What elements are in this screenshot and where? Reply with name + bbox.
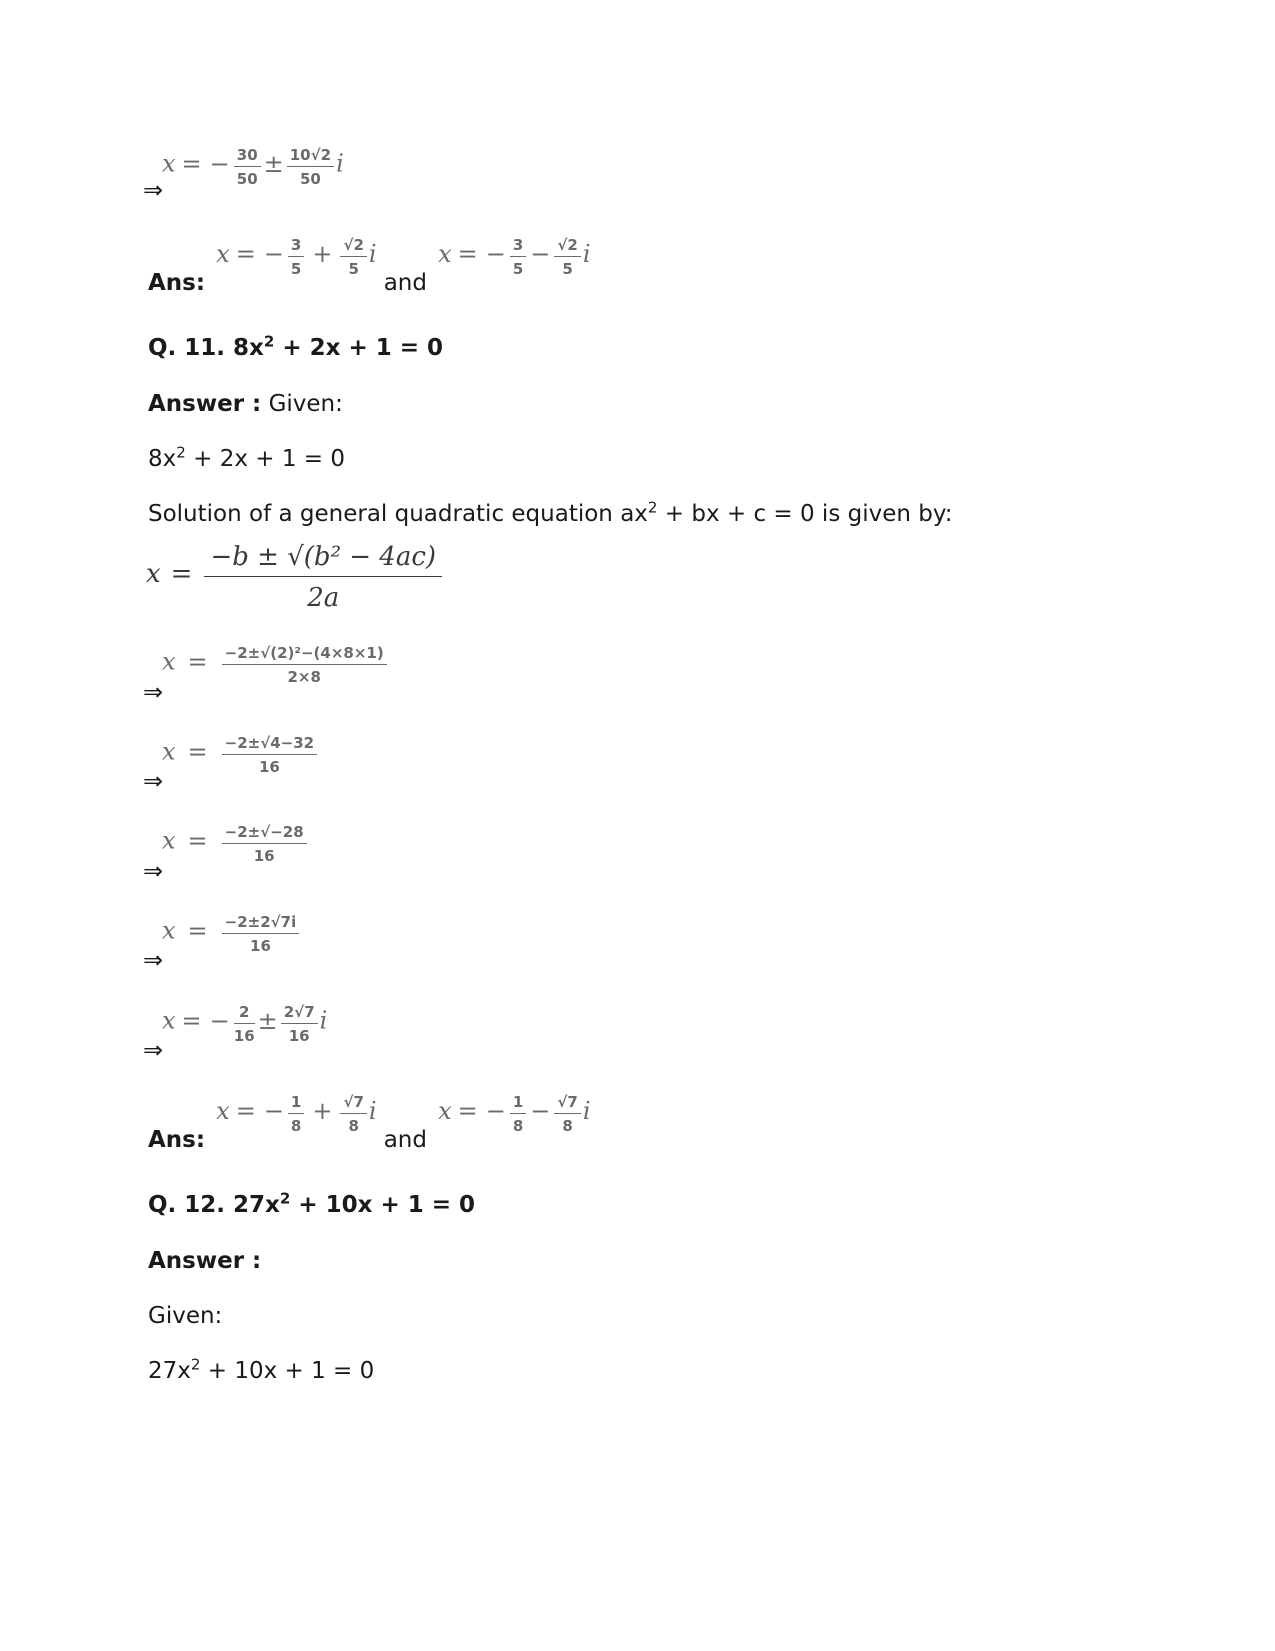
- numerator: −2±√(2)²−(4×8×1): [222, 644, 387, 665]
- fraction: [222, 823, 307, 865]
- implies-symbol: ⇒: [143, 678, 164, 706]
- minus-sign: −: [485, 239, 506, 268]
- numerator: −2±2√7i: [222, 913, 300, 934]
- fraction: [340, 236, 366, 278]
- fraction: [234, 146, 261, 188]
- equals-sign: =: [235, 1096, 256, 1125]
- fraction: [287, 146, 334, 188]
- minus-sign: −: [263, 1096, 284, 1125]
- equation-step: [162, 823, 309, 865]
- numerator: √2: [554, 236, 580, 257]
- ans-label: Ans:: [148, 1126, 206, 1153]
- numerator: 10√2: [287, 146, 334, 167]
- equation-step: [162, 644, 389, 686]
- fraction: [222, 734, 317, 776]
- imaginary-unit: i: [582, 1096, 591, 1125]
- denominator: 5: [348, 260, 359, 278]
- and-word: and: [383, 269, 427, 296]
- fraction: [554, 236, 580, 278]
- denominator: 16: [253, 847, 275, 865]
- minus-sign: −: [530, 239, 551, 268]
- exponent: 2: [190, 1355, 201, 1374]
- question-text: Q. 12. 27x: [148, 1192, 280, 1218]
- given-label: Given:: [148, 1303, 223, 1329]
- solution-text: Solution of a general quadratic equation ax: [148, 501, 648, 527]
- plus-minus-sign: ±: [257, 1006, 278, 1035]
- numerator: 2√7: [281, 1003, 318, 1024]
- fraction: [281, 1003, 318, 1045]
- var-x: x: [438, 239, 452, 268]
- denominator: 16: [258, 758, 280, 776]
- denominator: 5: [562, 260, 573, 278]
- denominator: 16: [233, 1027, 255, 1045]
- numerator: 2: [234, 1003, 255, 1024]
- denominator: 50: [236, 170, 258, 188]
- answer-root-2: [438, 1093, 591, 1135]
- imaginary-unit: i: [582, 239, 591, 268]
- equals-sign: =: [187, 737, 208, 766]
- answer-11-intro: [148, 389, 343, 419]
- numerator: −2±√−28: [222, 823, 307, 844]
- equation-text: 27x: [148, 1358, 191, 1384]
- answer-line: [148, 1093, 591, 1153]
- numerator: √7: [554, 1093, 580, 1114]
- var-x: x: [162, 916, 176, 945]
- answer-12-label: Answer :: [148, 1248, 262, 1274]
- question-12-heading: [148, 1190, 475, 1220]
- minus-sign: −: [209, 149, 230, 178]
- equals-sign: =: [457, 1096, 478, 1125]
- var-x: x: [162, 149, 176, 178]
- denominator: 2×8: [287, 668, 321, 686]
- answer-line: [148, 236, 591, 296]
- var-x: x: [216, 1096, 230, 1125]
- plus-sign: +: [312, 1096, 333, 1125]
- question-11-heading: [148, 333, 443, 363]
- implies-symbol: ⇒: [143, 1036, 164, 1064]
- numerator: √7: [340, 1093, 366, 1114]
- question-text: Q. 11. 8x: [148, 335, 264, 361]
- fraction: [222, 644, 387, 686]
- implies-symbol: ⇒: [143, 857, 164, 885]
- exponent: 2: [263, 332, 275, 351]
- fraction: [510, 236, 526, 278]
- numerator: 1: [288, 1093, 304, 1114]
- ans-label: Ans:: [148, 269, 206, 296]
- and-word: and: [383, 1126, 427, 1153]
- numerator: −b ± √(b² − 4ac): [204, 542, 442, 577]
- fraction: [288, 1093, 304, 1135]
- given-equation-12: [148, 1356, 374, 1386]
- equals-sign: =: [181, 149, 202, 178]
- equals-sign: =: [170, 559, 193, 589]
- numerator: 3: [288, 236, 304, 257]
- answer-root-1: [216, 236, 377, 278]
- plus-sign: +: [312, 239, 333, 268]
- implies-symbol: ⇒: [143, 176, 164, 204]
- equals-sign: =: [457, 239, 478, 268]
- equation-step: [162, 734, 319, 776]
- imaginary-unit: i: [336, 149, 344, 178]
- denominator: 5: [290, 260, 302, 278]
- equals-sign: =: [187, 916, 208, 945]
- var-x: x: [162, 1006, 176, 1035]
- equation-text: + 10x + 1 = 0: [200, 1358, 375, 1384]
- var-x: x: [146, 559, 161, 589]
- equals-sign: =: [187, 647, 208, 676]
- fraction: [288, 236, 304, 278]
- answer-label: Answer :: [148, 391, 262, 417]
- equation-text: + 2x + 1 = 0: [185, 446, 345, 472]
- plus-minus-sign: ±: [263, 149, 284, 178]
- equation-step: [162, 1003, 327, 1045]
- var-x: x: [162, 826, 176, 855]
- solution-text: + bx + c = 0 is given by:: [657, 501, 953, 527]
- fraction: [204, 542, 442, 613]
- equals-sign: =: [235, 239, 256, 268]
- denominator: 8: [348, 1117, 359, 1135]
- answer-root-2: [438, 236, 591, 278]
- exponent: 2: [176, 443, 186, 462]
- question-text: + 2x + 1 = 0: [274, 335, 444, 361]
- minus-sign: −: [263, 239, 284, 268]
- var-x: x: [162, 647, 176, 676]
- imaginary-unit: i: [368, 239, 377, 268]
- numerator: 30: [234, 146, 261, 167]
- solution-sentence: [148, 499, 953, 529]
- var-x: x: [162, 737, 176, 766]
- given-equation-11: [148, 444, 345, 474]
- exponent: 2: [279, 1189, 291, 1208]
- denominator: 16: [250, 937, 271, 955]
- numerator: 3: [510, 236, 526, 257]
- denominator: 2a: [307, 583, 340, 613]
- denominator: 8: [290, 1117, 302, 1135]
- quadratic-formula: [146, 542, 444, 613]
- numerator: √2: [340, 236, 366, 257]
- denominator: 50: [299, 170, 321, 188]
- denominator: 8: [562, 1117, 573, 1135]
- fraction: [222, 913, 300, 955]
- equation-text: 8x: [148, 446, 177, 472]
- answer-text: Given:: [261, 391, 343, 417]
- equation-step: [162, 146, 344, 188]
- imaginary-unit: i: [368, 1096, 377, 1125]
- denominator: 16: [288, 1027, 310, 1045]
- minus-sign: −: [530, 1096, 551, 1125]
- implies-symbol: ⇒: [143, 767, 164, 795]
- equals-sign: =: [181, 1006, 202, 1035]
- var-x: x: [438, 1096, 452, 1125]
- equation-step: [162, 913, 301, 955]
- exponent: 2: [647, 498, 658, 517]
- equals-sign: =: [187, 826, 208, 855]
- minus-sign: −: [209, 1006, 230, 1035]
- minus-sign: −: [485, 1096, 506, 1125]
- answer-root-1: [216, 1093, 377, 1135]
- fraction: [234, 1003, 255, 1045]
- imaginary-unit: i: [319, 1006, 328, 1035]
- implies-symbol: ⇒: [143, 946, 164, 974]
- fraction: [554, 1093, 580, 1135]
- fraction: [510, 1093, 526, 1135]
- denominator: 8: [512, 1117, 524, 1135]
- denominator: 5: [512, 260, 524, 278]
- fraction: [340, 1093, 366, 1135]
- var-x: x: [216, 239, 230, 268]
- numerator: 1: [510, 1093, 526, 1114]
- numerator: −2±√4−32: [222, 734, 317, 755]
- question-text: + 10x + 1 = 0: [290, 1192, 476, 1218]
